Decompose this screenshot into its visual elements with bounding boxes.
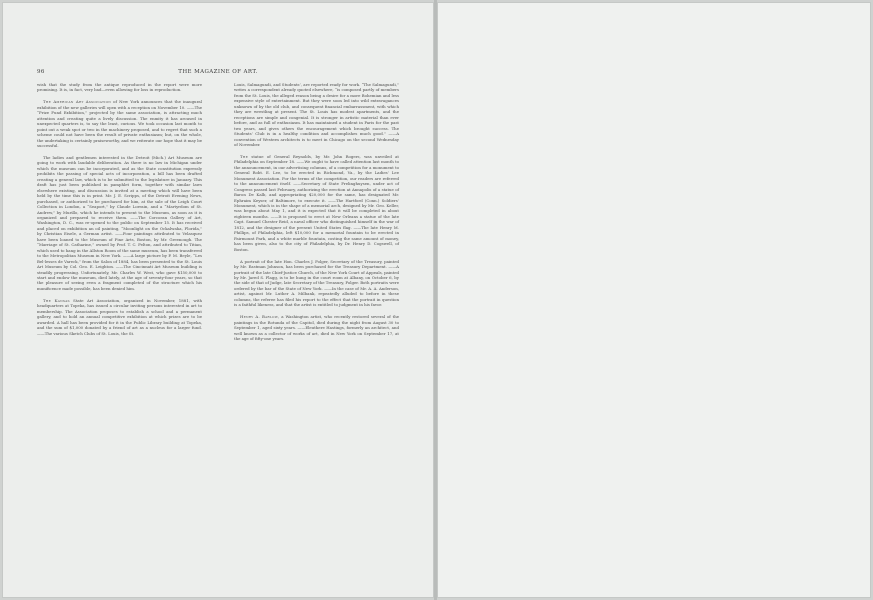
running-head: THE MAGAZINE OF ART. <box>178 69 258 75</box>
paragraph: The statue of General Reynolds, by Mr. John Rogers, was unveiled at Philadelphia on September 18. ——We ought to have called attention last month to the announcement, in our advertising columns, of a competition for a monument to General Robt. E. Lee, to be erected in Richmond, Va., by the Ladies’ Lee Monument Association. For the terms of the competition, our readers are referred to the announcement itself. ——Secretary of State Frelinghuysen, under act of Congress passed last February, authorizing the erection at Annapolis of a statue of Baron De Kalb, and appropriating $20,000 for the same, has designated Mr. Ephraim Keyser, of Baltimore, to execute it. ——The Hartford (Conn.) Soldiers’ Monument, which is in the shape of a memorial arch, designed by Mr. Geo. Keller, was begun about May 1, and it is expected that it will be completed in about eighteen months. ——It is proposed to erect at New Orleans a statue of the late Capt. Samuel Chester Reid, a naval officer who distinguished himself in the war of 1812, and the designer of the present United States flag. ——The late Henry M. Phillips, of Philadelphia, left $10,000 for a memorial fountain to be erected in Fairmount Park, and a white marble fountain, costing the same amount of money, has been given, also to the city of Philadelphia, by Dr. Henry D. Cogswell, of Boston. <box>234 153 399 252</box>
page-number: 96 <box>37 69 45 75</box>
paragraph: Henry A. Barlow, a Washington artist, who recently restored several of the paintings in the Rotunda of the Capitol, died during the night from August 30 to September 1, aged sixty years. ——Eleuthere Hastings, formerly an architect, and well known as a collector of works of art, died in New York on September 17, at the age of fifty-one years. <box>234 314 399 341</box>
paragraph: wish that the study from the antique reproduced in the report were more promising. It is, in fact, very bad—even allowing for loss in reproduction. <box>37 82 202 93</box>
paragraph: The ladies and gentlemen interested in the Detroit (Mich.) Art Museum are going to work with laudable deliberation. As there is no law in Michigan under which the museum can be incorporated, and as the State constitution expressly prohibits the passing of special acts of incorporation, a bill has been drafted creating a general law, which is to be submitted to the legislature in January. This draft has just been published in pamphlet form, together with similar laws elsewhere existing, and discussion is invited at a meeting which will have been held by the time this is in print. Mr. J. E. Scripps, of the Detroit Evening News, purchased, or authorized to be purchased for him, at the sale of the Leigh Court Collection in London, a “Seaport,” by Claude Lorrain, and a “Martyrdom of St. Andrew,” by Murillo, which he intends to present to the Museum, as soon as it is organized and prepared to receive them. ——The Corcoran Gallery of Art, Washington, D. C., was re-opened to the public on September 15. It has received and placed on exhibition an oil painting, “Moonlight on the Ockalwaha, Florida,” by Christian Eisele, a German artist. ——Four paintings attributed to Velasquez have been loaned to the Museum of Fine Arts, Boston, by Mr. Greenough. The “Marriage of St. Catharine,” owned by Prof. T. C. Felton, and attributed to Titian, which used to hang in the Allston Room of the same museum, has been transferred to the Metropolitan Museum in New York. ——A large picture by P. M. Beyle, “Les Bel-lesses de Vareck,” from the Salon of 1884, has been presented to the St. Louis Art Museum by Col. Geo. E. Leighton. ——The Cincinnati Art Museum building is steadily progressing. Unfortunately, Mr. Charles W. West, who gave $150,000 to start and endow the museum, died lately, at the age of seventy-four years, so that the pleasure of seeing even a fragment completed of the structure which his munificence made possible, has been denied him. <box>37 154 202 291</box>
page-header <box>3 69 433 79</box>
paragraph: Louis, Salmagundi, and Students’, are reported ready for work. “The Salmagundi,” writes a correspondent already quoted elsewhere, “is composed partly of members from the St. Louis, the alleged reason being a desire for a more Bohemian and less expensive style of entertainment. But they were soon led into wild extravagances unknown of by the old club, and consequent financial embarrassment, with which they are wrestling at present. The St. Louis has modest apartments, and the receptions are simple and congenial. It is stronger in artistic material than ever before, and as full of enthusiasm. It has maintained a student in Paris for the past two years, and gives others the encouragement which brought success. The Students’ Club is in a healthy condition and accomplishes much good.” ——A convention of Western architects is to meet in Chicago on the second Wednesday of November. <box>234 82 399 147</box>
right-text-column <box>234 82 399 348</box>
paragraph: The American Art Association of New York announces that the inaugural exhibition of the new galleries will open with a reception on November 10. ——The “Prize Fund Exhibition,” projected by the same association, is attracting much attention and creating quite a lively discussion. The enmity it has aroused in unexpected quarters is, to say the least, curious. We took occasion last month to point out a weak spot or two in the machinery proposed, and to regret that such a scheme could not have been the result of private enthusiasm; but, on the whole, the undertaking is certainly praiseworthy, and we reiterate our hope that it may be successful. <box>37 99 202 149</box>
left-page <box>2 2 434 598</box>
paragraph: A portrait of the late Hon. Charles J. Folger, Secretary of the Treasury, painted by Mr. Eastman Johnson, has been purchased for the Treasury Department. ——A portrait of the late Chief-Justice Church, of the New York Court of Appeals, painted by Mr. Jared S. Flagg, is to be hung in the court room at Albany, on October 6, by the side of that of Judge, late Secretary of the Treasury, Folger. Both portraits were ordered by the bar of the State of New York. ——In the case of Mr. A. A. Anderson, artist, against Mr. Luther A. Milbank, repeatedly alluded to before in these columns, the referee has filed his report to the effect that the portrait in question is a faithful likeness, and that the artist is entitled to judgment in his favor. <box>234 258 399 308</box>
right-blank-page <box>437 2 871 598</box>
left-text-column <box>37 82 202 342</box>
paragraph: The Kansas State Art Association, organized in November, 1881, with headquarters at Topeka, has issued a circular inviting persons interested in art to membership. The Association proposes to establish a school and a permanent gallery, and to hold an annual competitive exhibition at which prizes are to be awarded. A hall has been provided for it in the Public Library building at Topeka, and the sum of $1,000 donated by a friend of art as a nucleus for a larger fund. ——The various Sketch Clubs of St. Louis, the St. <box>37 297 202 336</box>
